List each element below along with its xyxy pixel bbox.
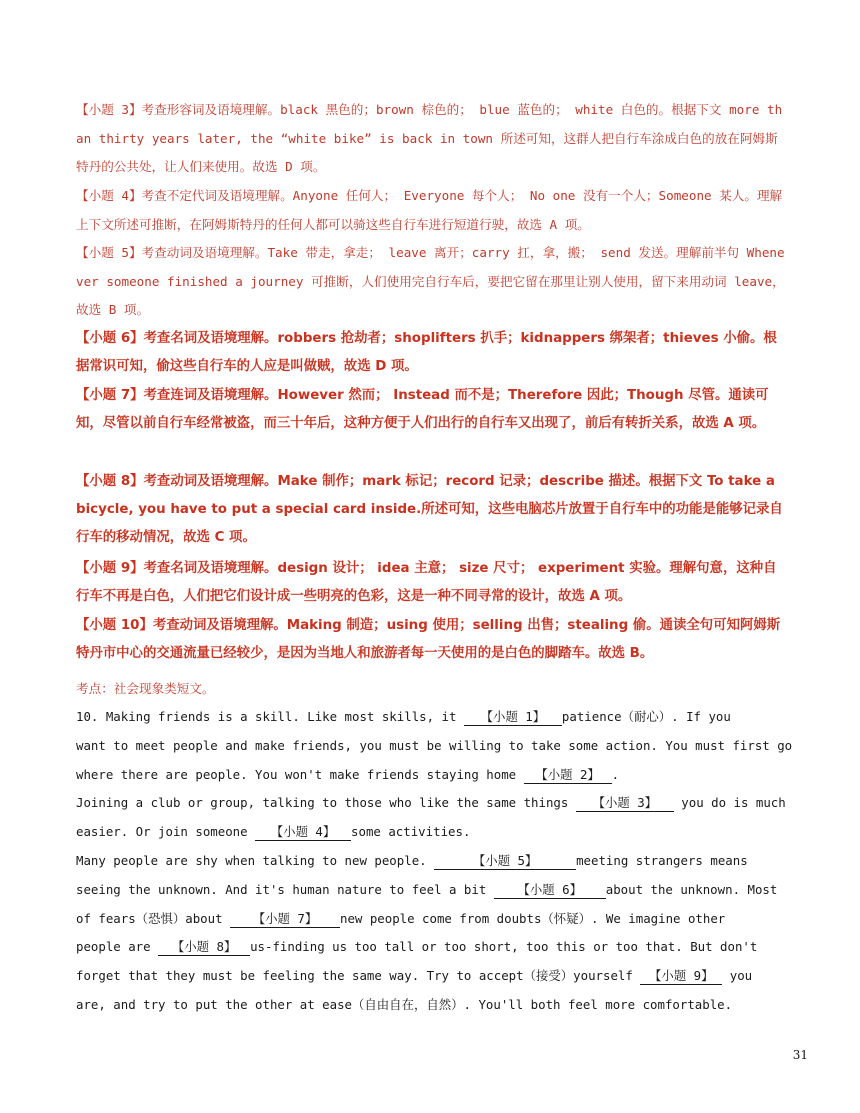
passage-line: Many people are shy when talking to new people. 【小题 5】 meeting strangers means (76, 852, 748, 868)
answer-q9: 【小题 9】考查名词及语境理解。design 设计； idea 主意； size 尺寸； experiment 实验。理解句意，这种自行车不再是白色，人们把它们设计成一些明亮的色彩，这是一种不同寻常的设计，故选 A 项。 (76, 561, 777, 604)
blank-1: 【小题 1】 (464, 709, 562, 726)
passage-line: people are 【小题 8】 us-finding us too tall or too short, too this or too that. But don't (76, 939, 758, 955)
passage-line: seeing the unknown. And it's human nature to feel a bit 【小题 6】 about the unknown. Most (76, 881, 778, 897)
answer-q6: 【小题 6】考查名词及语境理解。robbers 抢劫者；shoplifters 扒手；kidnappers 绑架者；thieves 小偷。根据常识可知，偷这些自行车的人应是叫做贼，故选 D 项。 (76, 331, 777, 374)
blank-8: 【小题 8】 (158, 939, 250, 956)
blank-4: 【小题 4】 (255, 824, 351, 841)
passage-line: forget that they must be feeling the same way. Try to accept（接受）yourself 【小题 9】 you (76, 968, 753, 984)
blank-9: 【小题 9】 (640, 968, 722, 985)
page-number: 31 (792, 1048, 808, 1062)
cloze-passage (76, 703, 791, 1020)
passage-line: where there are people. You won't make friends staying home 【小题 2】 . (76, 766, 620, 782)
blank-5: 【小题 5】 (434, 853, 576, 870)
answer-q5: 【小题 5】考查动词及语境理解。Take 带走，拿走； leave 离开；carry 扛，拿，搬； send 发送。理解前半句 Whenever someone finished a journey 可推断，人们使用完自行车后，要把它留在那里让别人使用，留下来用动词 leave，故选 B 项。 (76, 245, 785, 317)
blank-6: 【小题 6】 (494, 882, 606, 899)
answer-q7: 【小题 7】考查连词及语境理解。However 然而； Instead 而不是；Therefore 因此；Though 尽管。通读可知，尽管以前自行车经常被盗，而三十年后，这种方便于人们出行的自行车又出现了，前后有转折关系，故选 A 项。 (76, 388, 769, 431)
passage-line: Joining a club or group, talking to those who like the same things 【小题 3】 you do is much (76, 795, 786, 811)
source-note: 考点：社会现象类短文。 (76, 681, 215, 696)
answer-q8: 【小题 8】考查动词及语境理解。Make 制作；mark 标记；record 记录；describe 描述。根据下文 To take a bicycle, you have to put a special card inside.所述可知，这些电脑芯片放置于自行车中的功能是能够记录自行车的移动情况，故选 C 项。 (76, 474, 783, 545)
answer-q3: 【小题 3】考查形容词及语境理解。black 黑色的；brown 棕色的； blue 蓝色的； white 白色的。根据下文 more than thirty years later, the “white bike” is back in town 所述可知，这群人把自行车涂成白色的放在阿姆斯特丹的公共处，让人们来使用。故选 D 项。 (76, 102, 783, 174)
blank-7: 【小题 7】 (230, 911, 340, 928)
answer-q4: 【小题 4】考查不定代词及语境理解。Anyone 任何人； Everyone 每个人； No one 没有一个人；Someone 某人。理解上下文所述可推断，在阿姆斯特丹的任何人都可以骑这些自行车进行短道行驶，故选 A 项。 (76, 188, 783, 232)
blank-2: 【小题 2】 (524, 767, 612, 784)
passage-line: easier. Or join someone 【小题 4】 some activities. (76, 824, 471, 840)
passage-line: 10. Making friends is a skill. Like most skills, it 【小题 1】 patience（耐心）. If you (76, 709, 731, 724)
answer-q10: 【小题 10】考查动词及语境理解。Making 制造；using 使用；selling 出售；stealing 偷。通读全句可知阿姆斯特丹市中心的交通流量已经较少，是因为当地人和旅游者每一天使用的是白色的脚踏车。故选 B。 (76, 618, 781, 661)
passage-line: of fears（恐惧）about 【小题 7】 new people come from doubts（怀疑）. We imagine other (76, 910, 726, 926)
passage-line: are, and try to put the other at ease（自由自在，自然）. You'll both feel more comfortable. (76, 996, 733, 1012)
blank-3: 【小题 3】 (576, 795, 674, 812)
passage-line: want to meet people and make friends, you must be willing to take some action. You must first go (76, 737, 793, 753)
